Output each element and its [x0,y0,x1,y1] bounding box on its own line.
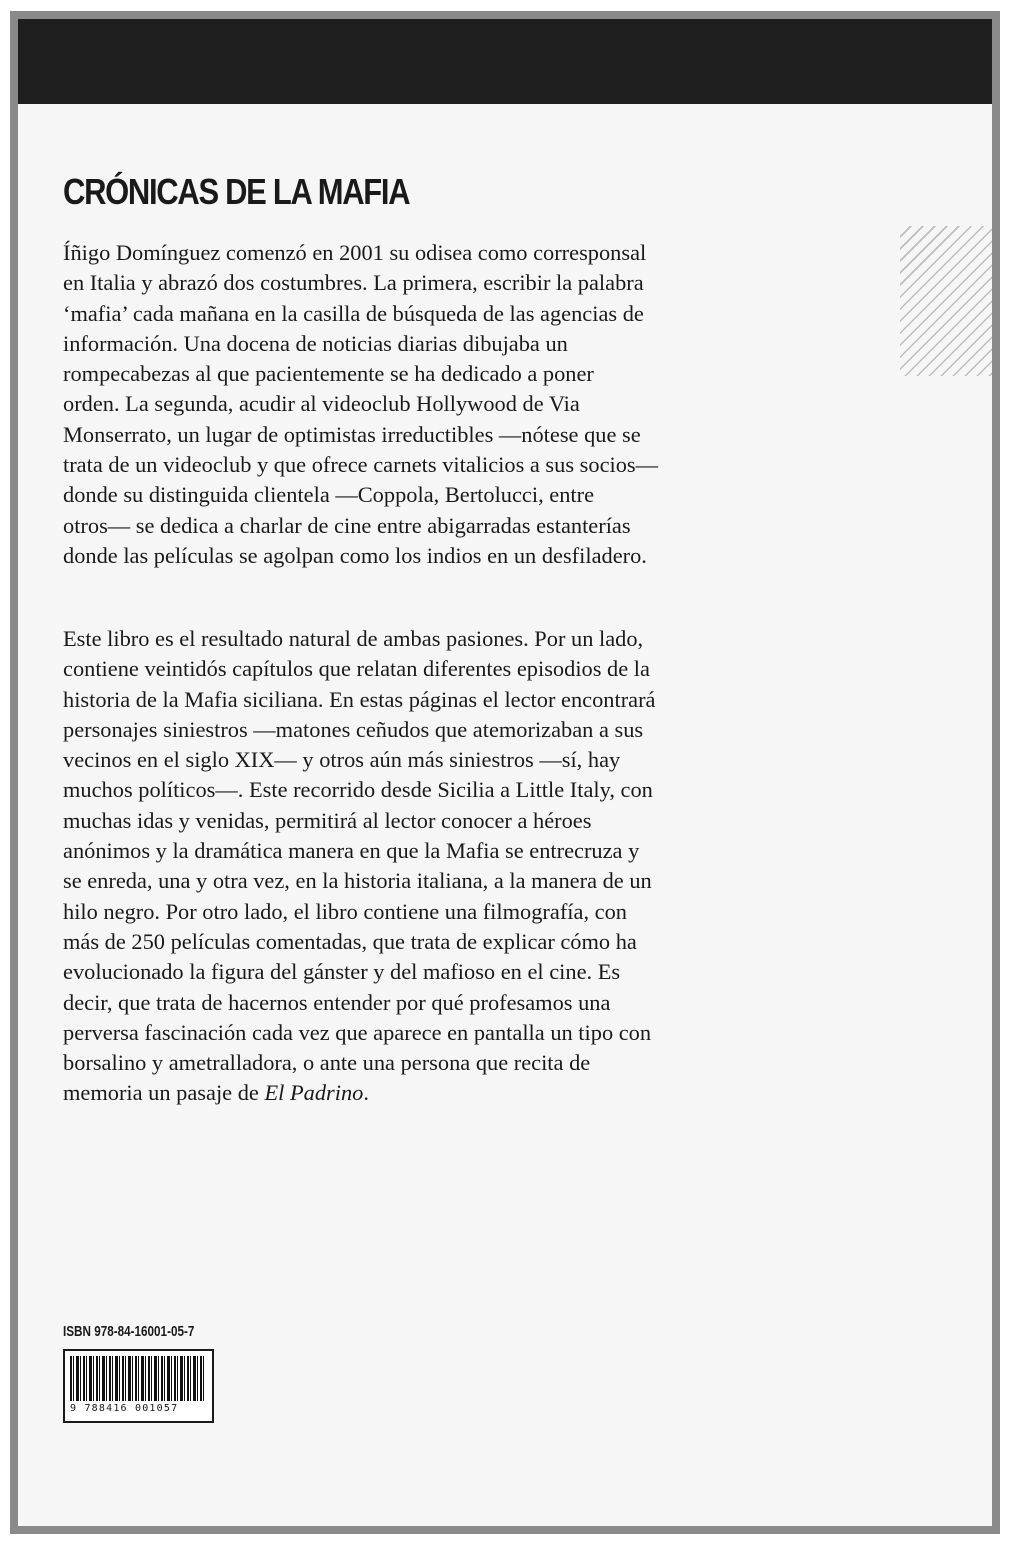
text-line: Íñigo Domínguez comenzó en 2001 su odisea como corresponsal [63,240,647,265]
isbn-label: ISBN 978-84-16001-05-7 [63,1323,195,1340]
text-line: más de 250 películas comentadas, que trata de explicar cómo ha [63,928,637,954]
text-line: contiene veintidós capítulos que relatan diferentes episodios de la [63,656,650,682]
barcode-bars [70,1356,205,1401]
text-line: historia de la Mafia siciliana. En estas páginas el lector encontrará [63,686,656,712]
text-line: trata de un videoclub y que ofrece carnets vitalicios a sus socios— [63,452,659,478]
text-line: orden. La segunda, acudir al videoclub Hollywood de Via [63,391,580,417]
barcode-digits: 9 788416 001057 [70,1403,179,1414]
text-line: Este libro es el resultado natural de ambas pasiones. Por un lado, [63,626,644,651]
synopsis-paragraph-1 [63,238,658,571]
text-line: anónimos y la dramática manera en que la Mafia se entrecruza y [63,838,640,864]
text-line: vecinos en el siglo XIX— y otros aún más siniestros —sí, hay [63,747,621,773]
synopsis-paragraph-2 [63,624,656,1109]
text-line: en Italia y abrazó dos costumbres. La primera, escribir la palabra [63,270,644,296]
last-line-suffix: . [363,1080,369,1106]
text-line: información. Una docena de noticias diarias dibujaba un [63,330,568,356]
top-black-band [18,19,992,104]
cover-frame [10,11,1000,1534]
text-line: rompecabezas al que pacientemente se ha dedicado a poner [63,361,594,387]
barcode-box [63,1349,214,1423]
text-line: perversa fascinación cada vez que aparece en pantalla un tipo con [63,1019,652,1045]
text-line: muchos políticos—. Este recorrido desde Sicilia a Little Italy, con [63,777,653,803]
text-line: borsalino y ametralladora, o ante una persona que recita de [63,1050,591,1076]
text-line: hilo negro. Por otro lado, el libro contiene una filmografía, con [63,898,627,924]
book-title: CRÓNICAS DE LA MAFIA [63,171,410,212]
text-line: ‘mafia’ cada mañana en la casilla de búsqueda de las agencias de [63,300,644,326]
diagonal-stripes-decoration [900,226,992,376]
text-line: muchas idas y venidas, permitirá al lector conocer a héroes [63,807,592,833]
last-text-line [63,1078,656,1108]
last-line-prefix: memoria un pasaje de [63,1080,265,1106]
text-line: evolucionado la figura del gánster y del mafioso en el cine. Es [63,959,621,985]
text-line: donde las películas se agolpan como los indios en un desfiladero. [63,542,647,568]
text-line: se enreda, una y otra vez, en la historia italiana, a la manera de un [63,868,652,894]
text-line: personajes siniestros —matones ceñudos que atemorizaban a sus [63,716,644,742]
film-title-italic: El Padrino [264,1080,364,1106]
text-line: Monserrato, un lugar de optimistas irreductibles —nótese que se [63,421,641,447]
text-line: decir, que trata de hacernos entender por qué profesamos una [63,989,611,1015]
text-line: otros— se dedica a charlar de cine entre abigarradas estanterías [63,512,631,538]
text-line: donde su distinguida clientela —Coppola, Bertolucci, entre [63,482,595,508]
